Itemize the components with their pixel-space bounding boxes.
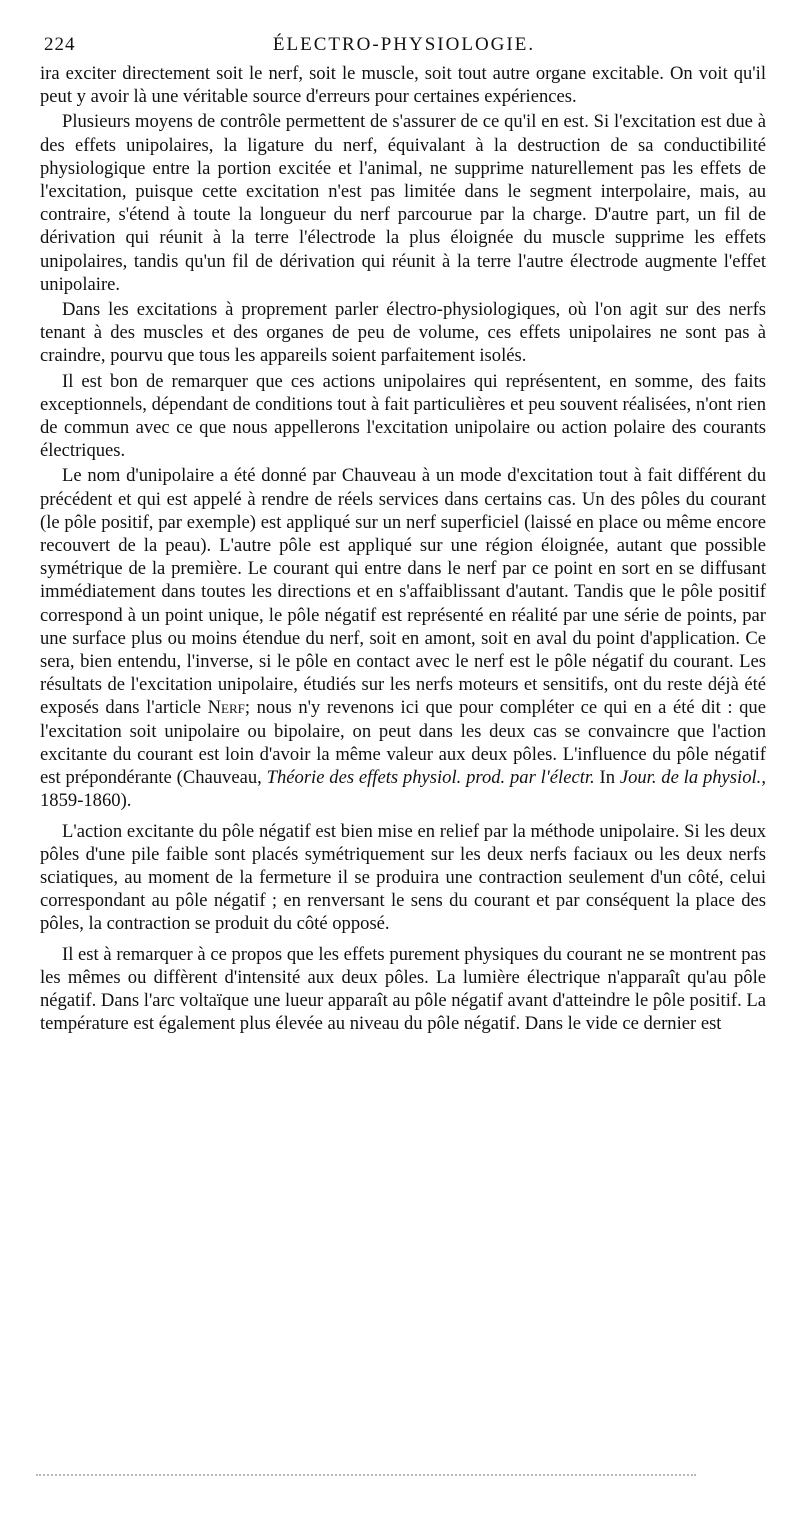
paragraph-5-text-b: ; nous n'y revenons ici que pour compléter ce qui en a été dit : que l'excitation soit unipolaire ou bipolaire, on peut dans les deux cas se convaincre que l'action excitante du courant est loin d'avoir la même valeur aux deux pôles. L'influence du pôle négatif est prépondérante (Chauveau, — [40, 697, 766, 789]
running-title: ÉLECTRO-PHYSIOLOGIE. — [272, 34, 536, 55]
paragraph-5 — [40, 464, 766, 812]
paragraph-3: Dans les excitations à proprement parler électro-physiologiques, où l'on agit sur des nerfs tenant à des muscles et des organes de peu de volume, ces effets unipolaires ne sont pas à craindre, pourvu que tous les appareils soient parfaitement isolés. — [40, 299, 766, 367]
journal-title: Jour. de la physiol. — [619, 767, 762, 789]
footer-scan-artifact — [36, 1474, 696, 1478]
paragraph-6: L'action excitante du pôle négatif est bien mise en relief par la méthode unipolaire. Si les deux pôles d'une pile faible sont placés symétriquement sur les deux nerfs faciaux ou les deux nerfs sciatiques, au moment de la fermeture il se produira une contraction seulement d'un côté, celui correspondant au pôle négatif ; en renversant le sens du courant et par conséquent la place des pôles, la contraction se produit du côté opposé. — [40, 820, 766, 935]
paragraph-1: ira exciter directement soit le nerf, soit le muscle, soit tout autre organe excitable. On voit qu'il peut y avoir là une véritable source d'erreurs pour certaines expériences. — [40, 63, 766, 108]
paragraph-4: Il est bon de remarquer que ces actions unipolaires qui représentent, en somme, des faits exceptionnels, dépendant de conditions tout à fait particulières et peu souvent réalisées, n'ont rien de commun avec ce que nous appellerons l'excitation unipolaire ou action polaire des courants électriques. — [40, 370, 766, 462]
page-header — [44, 34, 764, 58]
paragraph-7: Il est à remarquer à ce propos que les effets purement physiques du courant ne se montrent pas les mêmes ou diffèrent d'intensité aux deux pôles. La lumière électrique n'apparaît qu'au pôle négatif. Dans l'arc voltaïque une lueur apparaît au pôle négatif avant d'atteindre le pôle positif. La température est également plus élevée au niveau du pôle négatif. Dans le vide ce dernier est — [40, 943, 766, 1035]
body-text — [40, 62, 766, 1037]
page-number: 224 — [44, 34, 76, 55]
paragraph-5-text-d: , 1859-1860). — [40, 767, 766, 812]
paragraph-2: Plusieurs moyens de contrôle permettent de s'assurer de ce qu'il en est. Si l'excitation est due à des effets unipolaires, la ligature du nerf, équivalant à la destruction de sa conductibilité physiologique entre la portion excitée et l'animal, ne supprime naturellement pas les effets de l'excitation, puisque cette excitation n'est pas limitée dans le segment interpolaire, mais, au contraire, s'étend à toute la longueur du nerf parcourue par la charge. D'autre part, un fil de dérivation qui réunit à la terre l'électrode la plus éloignée du muscle supprime les effets unipolaires, tandis qu'un fil de dérivation qui réunit à la terre l'autre électrode augmente l'effet unipolaire. — [40, 111, 766, 295]
article-reference: Nerf — [207, 697, 245, 719]
paragraph-5-text-a: Le nom d'unipolaire a été donné par Chauveau à un mode d'excitation tout à fait différent du précédent et qui est appelé à rendre de réels services dans certains cas. Un des pôles du courant (le pôle positif, par exemple) est appliqué sur un nerf superficiel (laissé en place ou même encore recouvert de la peau). L'autre pôle est appliqué sur une région éloignée, autant que possible symétrique de la première. Le courant qui entre dans le nerf par ce point en sort en se diffusant immédiatement dans toutes les directions et en s'affaiblissant d'autant. Tandis que le pôle positif correspond à un point unique, le pôle négatif est représenté en réalité par une série de points, par une surface plus ou moins étendue du nerf, soit en amont, soit en aval du point d'application. Ce sera, bien entendu, l'inverse, si le pôle en contact avec le nerf est le pôle négatif du courant. Les résultats de l'excitation unipolaire, étudiés sur les nerfs moteurs et sensitifs, ont du reste déjà été exposés dans l'article — [40, 465, 766, 719]
paragraph-5-text-c: In — [599, 767, 616, 789]
citation-title: Théorie des effets physiol. prod. par l'électr. — [266, 767, 595, 789]
